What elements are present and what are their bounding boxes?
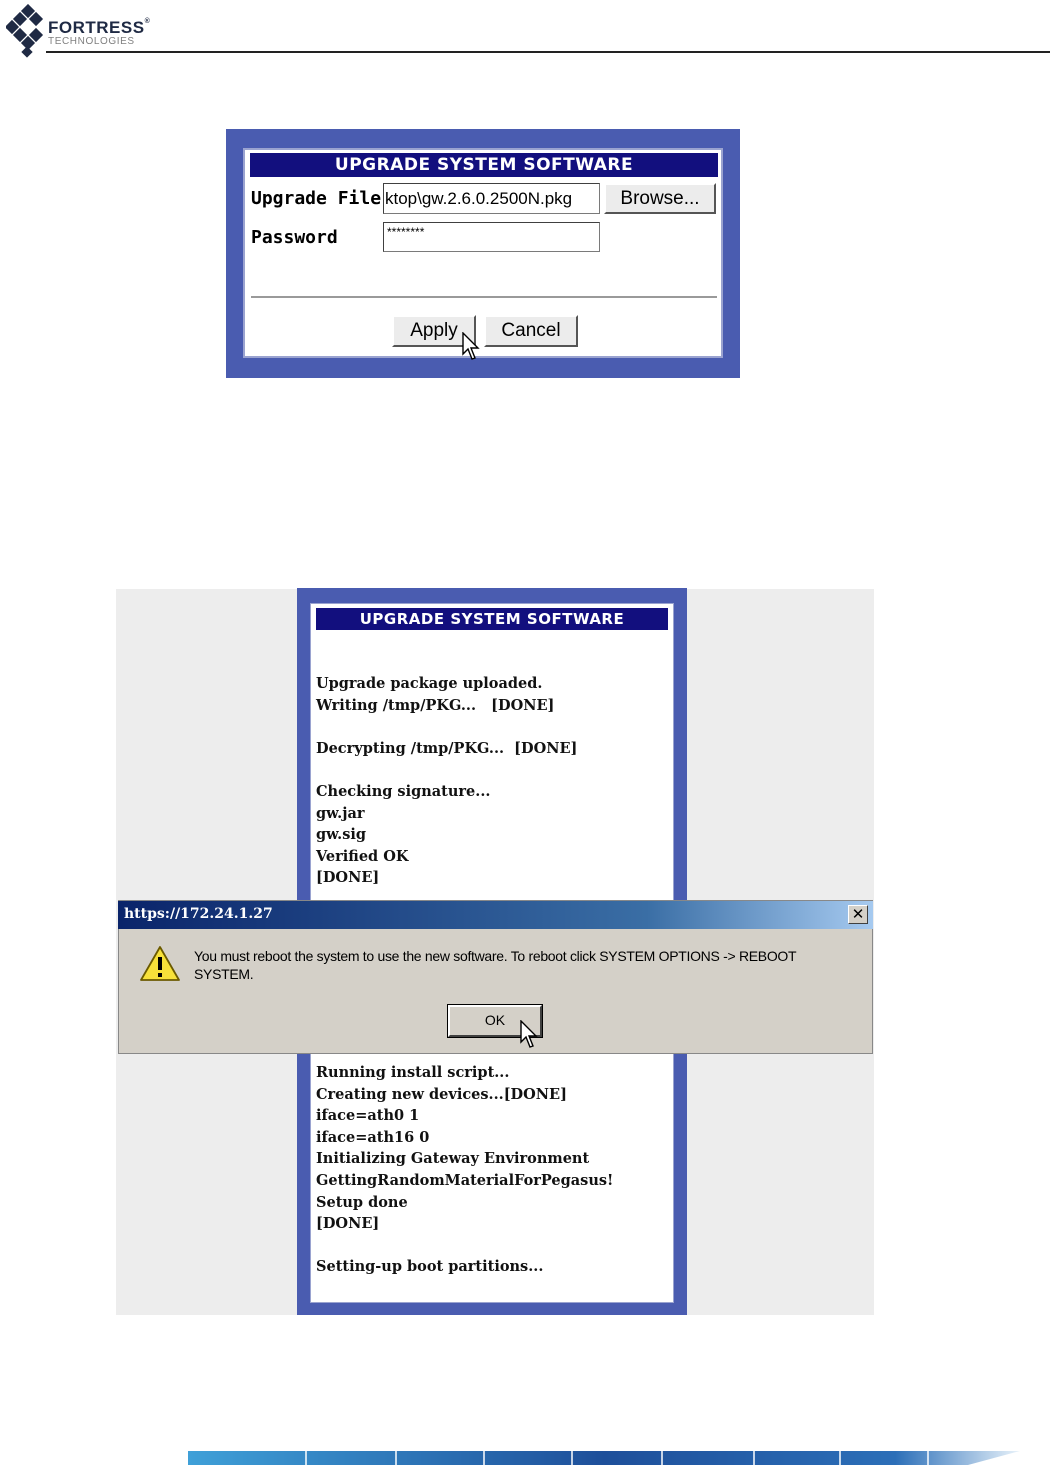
- footer-stripe: [188, 1447, 1020, 1467]
- console-line: Setting-up boot partitions...: [316, 1258, 544, 1276]
- console-line: Checking signature...: [316, 783, 491, 800]
- console-line: gw.jar: [316, 804, 365, 822]
- console-line: Creating new devices...[DONE]: [316, 1085, 567, 1103]
- console-dialog-title: UPGRADE SYSTEM SOFTWARE: [316, 608, 668, 630]
- browse-button[interactable]: Browse...: [604, 183, 716, 214]
- alert-message: You must reboot the system to use the new software. To reboot click SYSTEM OPTIONS -> REBOOT SYSTEM.: [194, 948, 797, 982]
- upgrade-dialog-title: UPGRADE SYSTEM SOFTWARE: [250, 153, 718, 177]
- console-line: Setup done: [316, 1193, 408, 1211]
- brand-subtitle: TECHNOLOGIES: [48, 36, 135, 47]
- password-label: Password: [251, 227, 338, 248]
- upgrade-file-input[interactable]: ktop\gw.2.6.0.2500N.pkg: [383, 183, 600, 214]
- console-line: Verified OK: [316, 847, 409, 865]
- console-line: Running install script...: [316, 1064, 510, 1081]
- console-line: Writing /tmp/PKG... [DONE]: [316, 696, 555, 714]
- console-line: [DONE]: [316, 869, 380, 887]
- console-line: iface=ath16 0: [316, 1128, 430, 1146]
- upgrade-dialog-body: [243, 148, 723, 358]
- password-input[interactable]: ********: [383, 222, 600, 252]
- console-line: gw.sig: [316, 826, 367, 844]
- close-icon[interactable]: ✕: [848, 905, 868, 924]
- console-line: Upgrade package uploaded.: [316, 675, 543, 692]
- warning-icon: [139, 945, 181, 983]
- brand-name: FORTRESS®: [48, 18, 151, 37]
- header-rule: [46, 51, 1050, 53]
- console-line: Initializing Gateway Environment: [316, 1150, 590, 1168]
- mouse-pointer-icon: [520, 1020, 540, 1050]
- console-line: Decrypting /tmp/PKG... [DONE]: [316, 739, 578, 757]
- console-line: GettingRandomMaterialForPegasus!: [316, 1172, 614, 1189]
- form-separator: [251, 296, 717, 298]
- console-line: iface=ath0 1: [316, 1107, 420, 1125]
- mouse-pointer-icon: [462, 332, 482, 362]
- alert-title: https://172.24.1.27: [124, 906, 273, 922]
- console-line: [DONE]: [316, 1215, 380, 1233]
- apply-button[interactable]: Apply: [392, 315, 476, 347]
- ok-button[interactable]: OK: [448, 1005, 542, 1037]
- cancel-button[interactable]: Cancel: [484, 315, 578, 347]
- fortress-logo-icon: [6, 4, 46, 60]
- upgrade-file-label: Upgrade File: [251, 188, 382, 209]
